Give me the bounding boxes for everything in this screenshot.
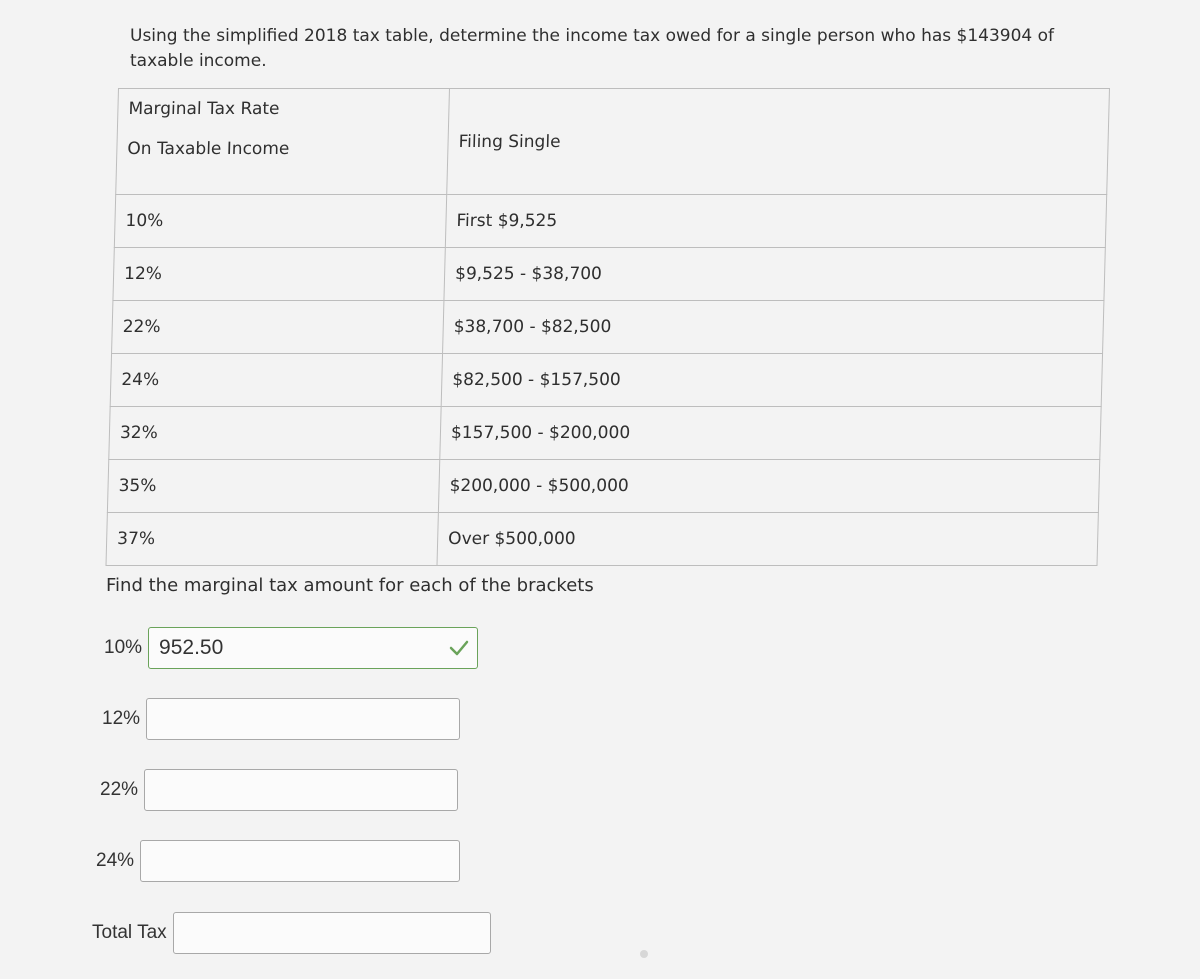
table-row xyxy=(106,513,1098,566)
answer-label-24: 24% xyxy=(96,850,135,871)
table-row xyxy=(107,460,1099,513)
answer-label-10: 10% xyxy=(104,637,143,658)
rate-cell: 12% xyxy=(113,248,445,301)
answer-row-22 xyxy=(100,768,458,812)
scroll-indicator xyxy=(640,950,648,958)
answer-row-24 xyxy=(96,839,460,883)
range-cell: $82,500 - $157,500 xyxy=(441,354,1102,407)
table-row xyxy=(109,407,1101,460)
checkmark-icon xyxy=(449,640,469,656)
instruction-text: Find the marginal tax amount for each of the brackets xyxy=(106,575,594,596)
answer-row-10 xyxy=(104,626,478,670)
answer-input-12[interactable] xyxy=(146,698,460,740)
rate-cell: 37% xyxy=(106,513,438,566)
rate-cell: 32% xyxy=(109,407,441,460)
table-row xyxy=(114,195,1106,248)
range-cell: $38,700 - $82,500 xyxy=(443,301,1104,354)
rate-header-line2: On Taxable Income xyxy=(127,139,290,159)
tax-table xyxy=(105,88,1110,566)
answer-input-22[interactable] xyxy=(144,769,458,811)
rate-cell: 24% xyxy=(110,354,442,407)
rate-header-line1: Marginal Tax Rate xyxy=(128,99,280,119)
answer-input-10[interactable] xyxy=(148,627,478,669)
rate-cell: 35% xyxy=(107,460,439,513)
answer-row-12 xyxy=(102,697,460,741)
filing-header: Filing Single xyxy=(447,89,1110,195)
rate-cell: 10% xyxy=(114,195,446,248)
total-tax-input[interactable] xyxy=(173,912,491,954)
table-row xyxy=(113,248,1105,301)
answer-input-24[interactable] xyxy=(140,840,460,882)
question-text: Using the simplified 2018 tax table, determine the income tax owed for a single person who has $143904 of taxable income. xyxy=(130,26,1055,71)
table-row xyxy=(112,301,1104,354)
range-cell: $9,525 - $38,700 xyxy=(444,248,1105,301)
answer-label-12: 12% xyxy=(102,708,141,729)
table-header-row xyxy=(116,89,1110,195)
rate-header xyxy=(116,89,450,195)
rate-cell: 22% xyxy=(112,301,444,354)
range-cell: $200,000 - $500,000 xyxy=(438,460,1099,513)
answer-label-22: 22% xyxy=(100,779,139,800)
answer-label-total: Total Tax xyxy=(92,922,167,943)
answer-value-10: 952.50 xyxy=(159,636,224,659)
range-cell: Over $500,000 xyxy=(437,513,1098,566)
range-cell: First $9,525 xyxy=(445,195,1106,248)
answer-row-total xyxy=(92,911,491,955)
table-row xyxy=(110,354,1102,407)
range-cell: $157,500 - $200,000 xyxy=(440,407,1101,460)
